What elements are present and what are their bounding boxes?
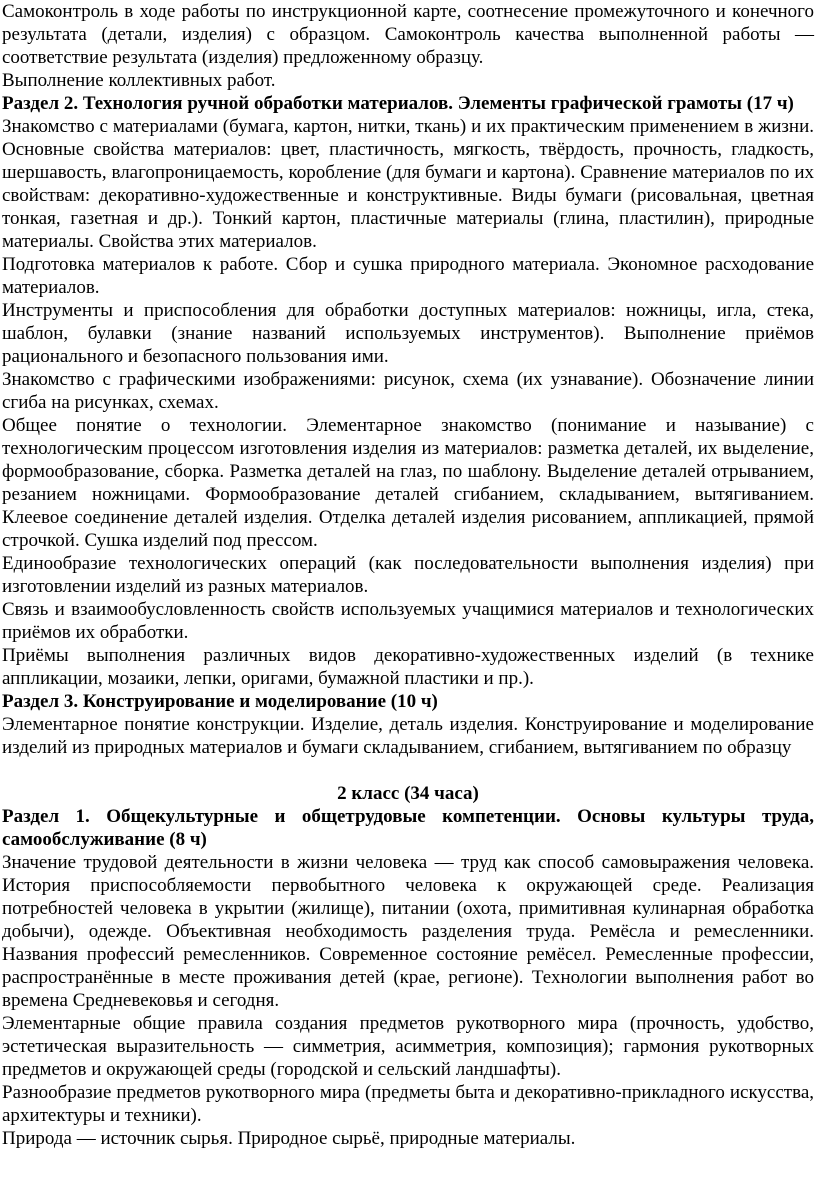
blank-line (2, 759, 814, 782)
paragraph-labor-meaning: Значение трудовой деятельности в жизни человека — труд как способ самовыражения человека. История приспособляемости первобытного человека к окружающей среде. Реализация потребностей человека в укрытии (жилище), питании (охота, примитивная кулинарная обработка добычи), одежде. Объективная необходимость разделения труда. Ремёсла и ремесленники. Названия профессий ремесленников. Современное состояние ремёсел. Ремесленные профессии, распространённые в месте проживания детей (крае, регионе). Технологии выполнения работ во времена Средневековья и сегодня. (2, 852, 814, 1011)
document-page (2, 0, 814, 1150)
paragraph-preparation: Подготовка материалов к работе. Сбор и сушка природного материала. Экономное расходование материалов. (2, 254, 814, 298)
paragraph-tools: Инструменты и приспособления для обработки доступных материалов: ножницы, игла, стека, шаблон, булавки (знание названий используемых инструментов). Выполнение приёмов рационального и безопасного пользования ими. (2, 300, 814, 367)
paragraph-graphics: Знакомство с графическими изображениями: рисунок, схема (их узнавание). Обозначение линии сгиба на рисунках, схемах. (2, 369, 814, 413)
paragraph-uniformity: Единообразие технологических операций (как последовательности выполнения изделия) при изготовлении изделий из разных материалов. (2, 553, 814, 597)
paragraph-techniques: Приёмы выполнения различных видов декоративно-художественных изделий (в технике аппликации, мозаики, лепки, оригами, бумажной пластики и пр.). (2, 645, 814, 689)
paragraph-diversity: Разнообразие предметов рукотворного мира (предметы быта и декоративно-прикладного искусства, архитектуры и техники). (2, 1082, 814, 1126)
section-heading-1: Раздел 1. Общекультурные и общетрудовые компетенции. Основы культуры труда, самообслуживание (8 ч) (2, 806, 814, 850)
paragraph-materials: Знакомство с материалами (бумага, картон, нитки, ткань) и их практическим применением в жизни. Основные свойства материалов: цвет, пластичность, мягкость, твёрдость, прочность, гладкость, шершавость, влагопроницаемость, коробление (для бумаги и картона). Сравнение материалов по их свойствам: декоративно-художественные и конструктивные. Виды бумаги (рисовальная, цветная тонкая, газетная и др.). Тонкий картон, пластичные материалы (глина, пластилин), природные материалы. Свойства этих материалов. (2, 116, 814, 252)
paragraph-construction: Элементарное понятие конструкции. Изделие, деталь изделия. Конструирование и моделирование изделий из природных материалов и бумаги складыванием, сгибанием, вытягиванием по образцу (2, 714, 814, 758)
section-heading-2: Раздел 2. Технология ручной обработки материалов. Элементы графической грамоты (17 ч) (2, 93, 794, 114)
paragraph-nature: Природа — источник сырья. Природное сырьё, природные материалы. (2, 1128, 576, 1149)
paragraph-self-control: Самоконтроль в ходе работы по инструкционной карте, соотнесение промежуточного и конечного результата (детали, изделия) с образцом. Самоконтроль качества выполненной работы — соответствие результата (изделия) предложенному образцу. (2, 1, 814, 68)
paragraph-collective-work: Выполнение коллективных работ. (2, 70, 276, 91)
paragraph-technology: Общее понятие о технологии. Элементарное знакомство (понимание и называние) с технологическим процессом изготовления изделия из материалов: разметка деталей, их выделение, формообразование, сборка. Разметка деталей на глаз, по шаблону. Выделение деталей отрыванием, резанием ножницами. Формообразование деталей сгибанием, складыванием, вытягиванием. Клеевое соединение деталей изделия. Отделка деталей изделия рисованием, аппликацией, прямой строчкой. Сушка изделий под прессом. (2, 415, 814, 551)
paragraph-general-rules: Элементарные общие правила создания предметов рукотворного мира (прочность, удобство, эстетическая выразительность — симметрия, асимметрия, композиция); гармония рукотворных предметов и окружающей среды (городской и сельский ландшафты). (2, 1013, 814, 1080)
paragraph-relation: Связь и взаимообусловленность свойств используемых учащимися материалов и технологических приёмов их обработки. (2, 599, 814, 643)
section-heading-3: Раздел 3. Конструирование и моделирование (10 ч) (2, 691, 438, 712)
grade-heading: 2 класс (34 часа) (337, 783, 479, 804)
